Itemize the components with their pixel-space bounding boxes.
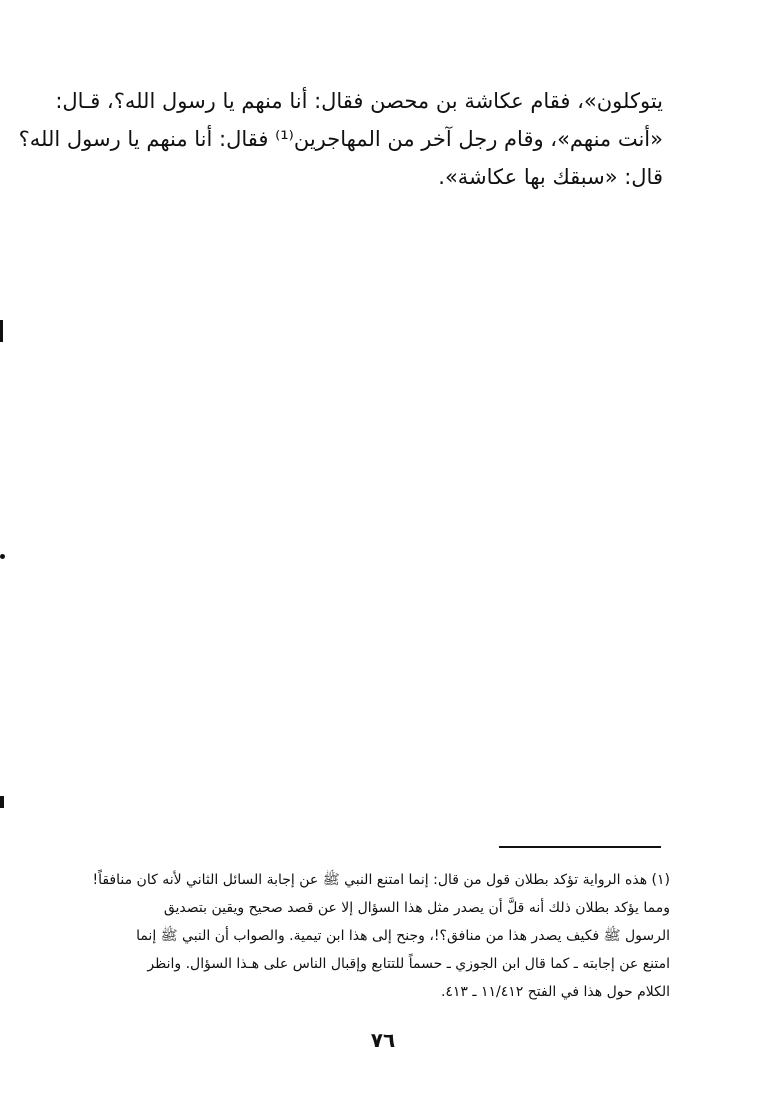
footnotes-block xyxy=(80,866,670,1006)
footnote-line: (١) هذه الرواية تؤكد بطلان قول من قال: إنما امتنع النبي ﷺ عن إجابة السائل الثاني لأنه كان منافقاً! xyxy=(92,872,670,888)
scan-margin-mark xyxy=(0,320,3,342)
footnote-line: امتنع عن إجابته ـ كما قال ابن الجوزي ـ حسماً للتتابع وإقبال الناس على هـذا السؤال. وانظر xyxy=(147,956,670,972)
footnote-line: ومما يؤكد بطلان ذلك أنه قلَّ أن يصدر مثل هذا السؤال إلا عن قصد صحيح ويقين بتصديق xyxy=(163,900,670,916)
footnote-line: الكلام حول هذا في الفتح ١١/٤١٢ ـ ٤١٣. xyxy=(440,984,670,1000)
footnote-line: الرسول ﷺ فكيف يصدر هذا من منافق؟!، وجنح إلى هذا ابن تيمية. والصواب أن النبي ﷺ إنما xyxy=(136,928,670,944)
main-text-line: يتوكلون»، فقام عكاشة بن محصن فقال: أنا منهم يا رسول الله؟، قـال: xyxy=(55,89,663,113)
main-text-block xyxy=(18,82,663,196)
page-number: ٧٦ xyxy=(370,1028,396,1052)
scan-margin-mark xyxy=(0,554,5,559)
scan-margin-mark xyxy=(0,796,4,808)
main-text-line: قال: «سبقك بها عكاشة». xyxy=(438,165,663,189)
main-text-line: «أنت منهم»، وقام رجل آخر من المهاجرين⁽¹⁾ فقال: أنا منهم يا رسول الله؟ xyxy=(18,127,663,151)
footnote-separator xyxy=(499,846,661,848)
